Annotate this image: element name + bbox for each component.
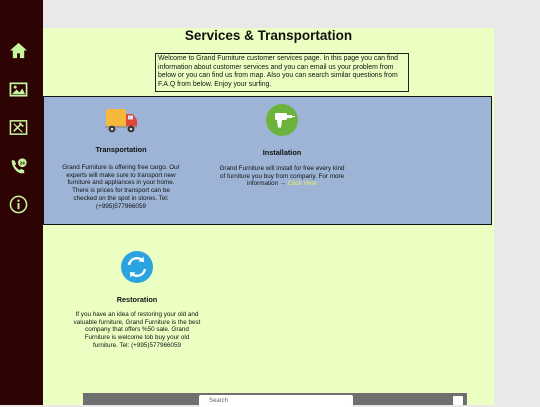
installation-text-body: Grand Furniture will install for free every kind of furniture you buy from company. For more information → xyxy=(219,165,345,188)
refresh-icon xyxy=(120,250,154,284)
truck-icon xyxy=(103,105,139,135)
transportation-text: Grand Furniture is offering free cargo. Our experts will make sure to transport new furniture and appliances in your home. There is prices for transport can be checked on the spot in stores. Tel: (+995)577966059 xyxy=(62,164,180,210)
welcome-text: Welcome to Grand Furniture customer services page. In this page you can find information about customer services and you can email us your problem from below or you can find us from map. Also you can search similar questions from F.A.Q from below. Enjoy your surfing. xyxy=(155,53,409,92)
map-search-input[interactable]: Search xyxy=(199,395,353,407)
drill-icon xyxy=(265,103,299,137)
svg-text:24: 24 xyxy=(19,160,25,166)
click-here-link[interactable]: Click Here xyxy=(287,180,317,188)
page-title: Services & Transportation xyxy=(184,28,353,43)
map-embed[interactable] xyxy=(83,393,467,405)
installation-text xyxy=(219,165,345,188)
installation-title: Installation xyxy=(262,148,302,157)
tools-icon[interactable] xyxy=(9,118,28,137)
home-icon[interactable] xyxy=(9,41,28,60)
transportation-title: Transportation xyxy=(95,145,147,154)
phone-24-icon[interactable] xyxy=(9,157,28,176)
service-installation xyxy=(219,103,345,188)
fullscreen-icon[interactable] xyxy=(453,396,463,405)
sidebar-nav xyxy=(0,0,43,405)
gallery-icon[interactable] xyxy=(9,80,28,99)
service-restoration xyxy=(73,250,201,350)
restoration-text: If you have an idea of restoring your old and valuable furniture, Grand Furniture is the best company that offers %50 sale. Grand Furniture is welcome tob buy your old furniture. Tel: (+995)577966059 xyxy=(73,311,201,349)
info-icon[interactable] xyxy=(9,195,28,214)
service-transportation xyxy=(61,105,181,210)
restoration-title: Restoration xyxy=(116,295,158,304)
services-panel xyxy=(43,96,492,225)
